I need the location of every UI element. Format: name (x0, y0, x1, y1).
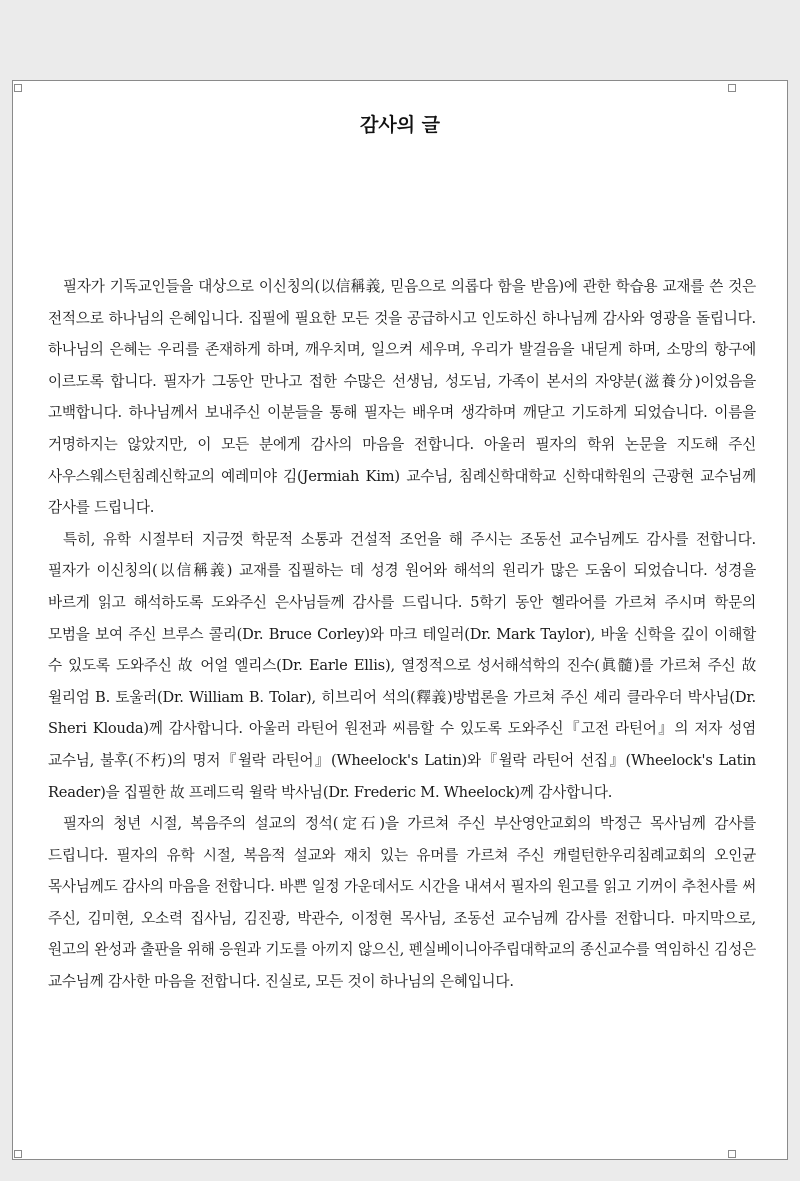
corner-ornament (728, 84, 736, 92)
paragraph: 필자의 청년 시절, 복음주의 설교의 정석(定石)을 가르쳐 주신 부산영안교회의 박정근 목사님께 감사를 드립니다. 필자의 유학 시절, 복음적 설교와 재치 있는 유머를 가르쳐 주신 캐럴턴한우리침례교회의 오인균 목사님께도 감사의 마음을 전합니다. 바쁜 일정 가운데서도 시간을 내셔서 필자의 원고를 읽고 기꺼이 추천사를 써 주신, 김미현, 오소력 집사님, 김진광, 박관수, 이정현 목사님, 조동선 교수님께 감사를 전합니다. 마지막으로, 원고의 완성과 출판을 위해 응원과 기도를 아끼지 않으신, 펜실베이니아주립대학교의 종신교수를 역임하신 김성은 교수님께 감사한 마음을 전합니다. 진실로, 모든 것이 하나님의 은혜입니다. (48, 815, 756, 991)
body-text (48, 271, 756, 998)
corner-ornament (728, 1150, 736, 1158)
paragraph: 특히, 유학 시절부터 지금껏 학문적 소통과 건설적 조언을 해 주시는 조동선 교수님께도 감사를 전합니다. 필자가 이신칭의(以信稱義) 교재를 집필하는 데 성경 원어와 해석의 원리가 많은 도움이 되었습니다. 성경을 바르게 읽고 해석하도록 도와주신 은사님들께 감사를 드립니다. 5학기 동안 헬라어를 가르쳐 주시며 학문의 모범을 보여 주신 브루스 콜리(Dr. Bruce Corley)와 마크 테일러(Dr. Mark Taylor), 바울 신학을 깊이 이해할 수 있도록 도와주신 故 어얼 엘리스(Dr. Earle Ellis), 열정적으로 성서해석학의 진수(眞髓)를 가르쳐 주신 故 윌리엄 B. 토울러(Dr. William B. Tolar), 히브리어 석의(釋義)방법론을 가르쳐 주신 셰리 클라우더 박사님(Dr. Sheri Klouda)께 감사합니다. 아울러 라틴어 원전과 씨름할 수 있도록 도와주신『고전 라틴어』의 저자 성염 교수님, 불후(不朽)의 명저『윌락 라틴어』(Wheelock's Latin)와『윌락 라틴어 선집』(Wheelock's Latin Reader)을 집필한 故 프레드릭 윌락 박사님(Dr. Frederic M. Wheelock)께 감사합니다. (48, 530, 756, 801)
page-title: 감사의 글 (359, 114, 441, 136)
paragraph: 필자가 기독교인들을 대상으로 이신칭의(以信稱義, 믿음으로 의롭다 함을 받음)에 관한 학습용 교재를 쓴 것은 전적으로 하나님의 은혜입니다. 집필에 필요한 모든 것을 공급하시고 인도하신 하나님께 감사와 영광을 돌립니다. 하나님의 은혜는 우리를 존재하게 하며, 깨우치며, 일으켜 세우며, 우리가 발걸음을 내딛게 하며, 소망의 항구에 이르도록 합니다. 필자가 그동안 만나고 접한 수많은 선생님, 성도님, 가족이 본서의 자양분(滋養分)이었음을 고백합니다. 하나님께서 보내주신 이분들을 통해 필자는 배우며 생각하며 깨닫고 기도하게 되었습니다. 이름을 거명하지는 않았지만, 이 모든 분에게 감사의 마음을 전합니다. 아울러 필자의 학위 논문을 지도해 주신 사우스웨스턴침례신학교의 예레미야 김(Jermiah Kim) 교수님, 침례신학대학교 신학대학원의 근광현 교수님께 감사를 드립니다. (48, 278, 756, 517)
corner-ornament (14, 1150, 22, 1158)
corner-ornament (14, 84, 22, 92)
